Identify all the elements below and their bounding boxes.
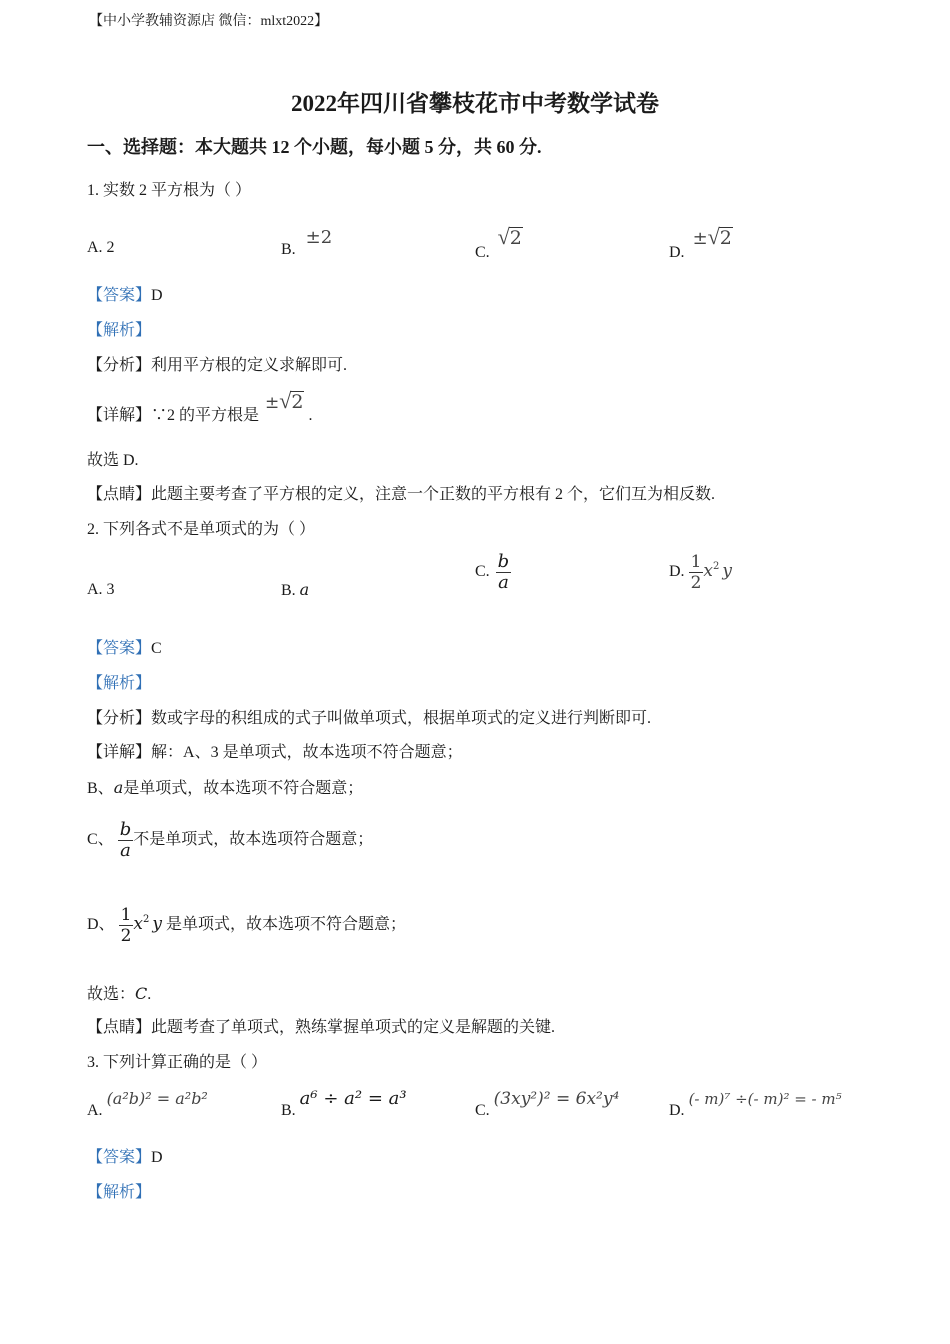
- q3-option-b: [281, 1088, 407, 1119]
- line-prefix: C、: [87, 831, 114, 849]
- numerator: b: [119, 819, 132, 840]
- dianjing-text: 此题主要考查了平方根的定义，注意一个正数的平方根有 2 个，它们互为相反数.: [151, 486, 716, 503]
- answer-label: 【答案】: [87, 640, 152, 657]
- q2-option-b-label: B.: [281, 582, 296, 599]
- q2-option-d-label: D.: [669, 563, 685, 581]
- fraction-one-half: [689, 552, 704, 593]
- header-note: 【中小学教辅资源店 微信：mlxt2022】: [89, 14, 329, 29]
- q2-option-d: [669, 552, 732, 593]
- fenxi-text: 利用平方根的定义求解即可.: [151, 357, 348, 374]
- q3-option-b-expr: a⁶ ÷ a² = a³: [299, 1088, 407, 1109]
- answer-value: D: [151, 1149, 163, 1166]
- var-y: y: [722, 561, 732, 582]
- q1-option-b-label: B.: [281, 241, 296, 258]
- q3-option-a: [87, 1089, 208, 1119]
- q1-dianjing: [87, 485, 715, 505]
- line-text: 不是单项式，故本选项符合题意；: [133, 831, 374, 849]
- var-a: a: [113, 778, 124, 797]
- q1-guxuan: 故选 D.: [87, 452, 139, 469]
- q2-fenxi: [87, 709, 651, 729]
- q3-option-c: [475, 1089, 620, 1119]
- q2-line-d: [87, 905, 406, 946]
- q2-option-a: A. 3: [87, 581, 115, 598]
- radical-icon: √: [279, 388, 292, 413]
- answer-value: D: [151, 287, 163, 304]
- answer-value: C: [151, 640, 162, 657]
- var-x: x: [703, 561, 713, 582]
- q1-option-d-label: D.: [669, 244, 685, 261]
- dianjing-text: 此题考查了单项式，熟练掌握单项式的定义是解题的关键.: [151, 1019, 556, 1036]
- var-x: x: [133, 914, 143, 935]
- denominator: a: [496, 572, 512, 593]
- radical-icon: √: [497, 224, 510, 249]
- denominator: 2: [120, 926, 132, 946]
- q1-option-c-label: C.: [475, 244, 490, 261]
- q2-option-c: [475, 552, 511, 593]
- q1-xiangjie: [87, 388, 313, 424]
- xiangjie-text: ∵2 的平方根是: [151, 407, 260, 424]
- guxuan-answer: C: [135, 984, 148, 1003]
- radicand: 2: [509, 227, 522, 249]
- fenxi-label: 【分析】: [87, 357, 152, 374]
- q3-analysis-label: 【解析】: [87, 1184, 152, 1201]
- q1-option-a: A. 2: [87, 239, 115, 256]
- numerator: 1: [120, 905, 132, 925]
- q1-analysis-label: 【解析】: [87, 322, 152, 339]
- q3-stem: 3. 下列计算正确的是（ ）: [87, 1054, 268, 1071]
- answer-label: 【答案】: [87, 287, 152, 304]
- q3-option-d-label: D.: [669, 1102, 685, 1119]
- exponent: 2: [712, 561, 720, 573]
- period: .: [308, 407, 313, 424]
- line-text: 是单项式，故本选项不符合题意；: [165, 916, 406, 934]
- q2-analysis-label: 【解析】: [87, 675, 152, 692]
- xiangjie-label: 【详解】: [87, 407, 152, 424]
- plus-minus-sign: ±: [265, 393, 280, 413]
- sqrt-2-expr: [279, 390, 304, 412]
- q3-option-d: [669, 1089, 842, 1119]
- q1-answer: [87, 286, 163, 306]
- dianjing-label: 【点睛】: [87, 1019, 152, 1036]
- dianjing-label: 【点睛】: [87, 486, 152, 503]
- sqrt-2-expr: [708, 226, 733, 248]
- fraction-b-over-a: [496, 552, 512, 593]
- q3-option-a-expr: (a²b)² = a²b²: [106, 1089, 208, 1108]
- q2-line-b: [87, 778, 363, 799]
- exponent: 2: [142, 914, 150, 926]
- q3-option-a-label: A.: [87, 1102, 103, 1119]
- page-title: 2022年四川省攀枝花市中考数学试卷: [291, 91, 659, 116]
- radicand: 2: [719, 227, 732, 249]
- radicand: 2: [291, 391, 304, 413]
- q3-option-c-label: C.: [475, 1102, 490, 1119]
- section-heading: 一、选择题：本大题共 12 个小题，每小题 5 分，共 60 分.: [87, 137, 542, 157]
- fenxi-label: 【分析】: [87, 710, 152, 727]
- q1-fenxi: [87, 356, 347, 376]
- q1-stem: 1. 实数 2 平方根为（ ）: [87, 182, 252, 199]
- xiangjie-label: 【详解】: [87, 744, 152, 761]
- q1-option-c: [475, 224, 523, 261]
- var-a: a: [299, 580, 310, 599]
- xiangjie-text: 解：A、3 是单项式，故本选项不符合题意；: [151, 744, 463, 761]
- q1-option-d: [669, 224, 733, 261]
- numerator: 1: [690, 552, 702, 572]
- q3-option-d-expr: (- m)⁷ ÷(- m)² = - m⁵: [688, 1090, 842, 1108]
- line-prefix: D、: [87, 916, 115, 934]
- fraction-one-half: [119, 905, 134, 946]
- q1-option-b: [281, 227, 333, 258]
- q2-dianjing: [87, 1018, 555, 1038]
- radical-icon: √: [707, 224, 720, 249]
- q3-option-b-label: B.: [281, 1102, 296, 1119]
- q2-option-c-label: C.: [475, 563, 490, 581]
- q1-option-b-math: ±2: [305, 227, 333, 248]
- line-prefix: B、: [87, 780, 114, 797]
- denominator: a: [118, 840, 134, 861]
- q2-line-c: [87, 820, 373, 861]
- fenxi-text: 数或字母的积组成的式子叫做单项式，根据单项式的定义进行判断即可.: [151, 710, 652, 727]
- q3-answer: [87, 1148, 163, 1168]
- q2-guxuan: [87, 984, 151, 1005]
- fraction-b-over-a: [118, 820, 134, 861]
- q2-answer: [87, 639, 162, 659]
- numerator: b: [497, 551, 510, 572]
- sqrt-2-expr: [498, 226, 523, 248]
- denominator: 2: [690, 573, 702, 593]
- guxuan-prefix: 故选：: [87, 986, 136, 1003]
- q2-stem: 2. 下列各式不是单项式的为（ ）: [87, 521, 316, 538]
- period: .: [147, 986, 152, 1003]
- line-text: 是单项式，故本选项不符合题意；: [123, 780, 364, 797]
- q3-option-c-expr: (3xy²)² = 6x²y⁴: [493, 1089, 620, 1109]
- var-y: y: [152, 914, 162, 935]
- plus-minus-sign: ±: [692, 228, 708, 249]
- q2-xiangjie: [87, 743, 463, 763]
- answer-label: 【答案】: [87, 1149, 152, 1166]
- q2-option-b: [281, 580, 309, 601]
